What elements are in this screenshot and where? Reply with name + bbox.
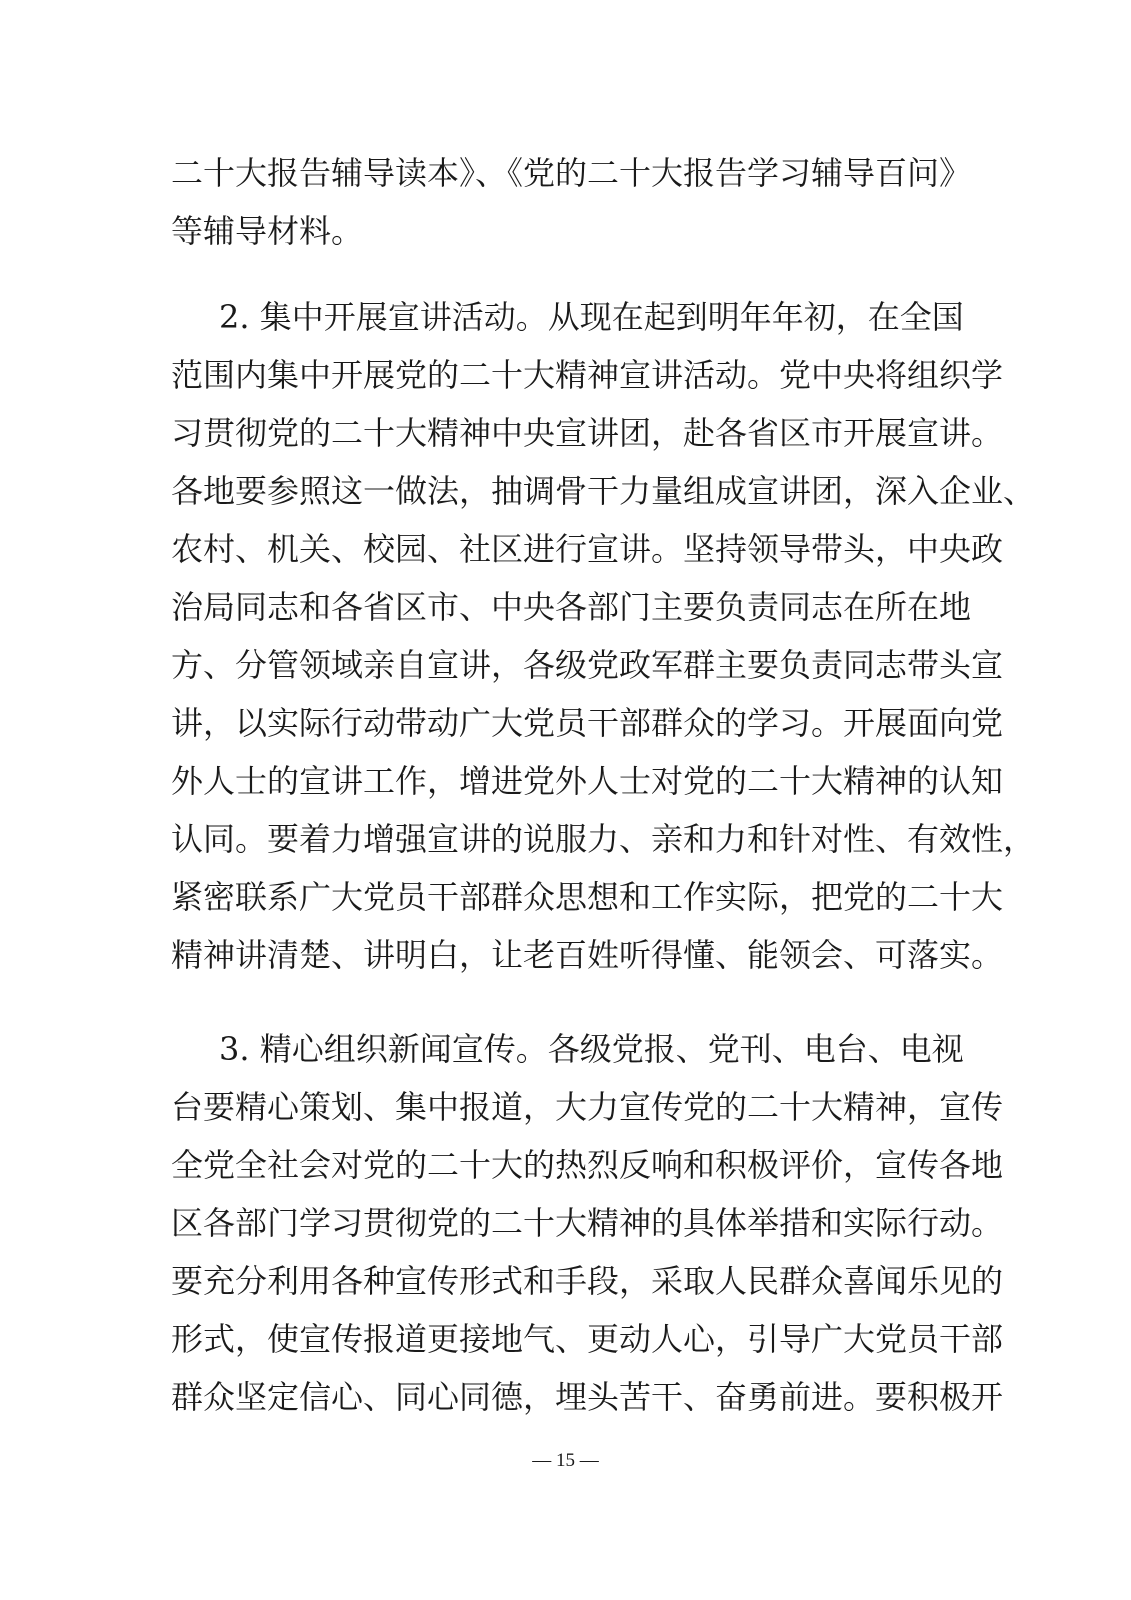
text-line: 紧密联系广大党员干部群众思想和工作实际，把党的二十大 <box>171 878 1004 916</box>
page-number: — 15 — <box>532 1450 599 1471</box>
paragraph-item-3 <box>171 1020 1004 1426</box>
text-line: 农村、机关、校园、社区进行宣讲。坚持领导带头，中央政 <box>171 530 1004 568</box>
text-line: 外人士的宣讲工作，增进党外人士对党的二十大精神的认知 <box>171 762 1004 800</box>
paragraph-continuation <box>171 144 972 260</box>
text-line: 治局同志和各省区市、中央各部门主要负责同志在所在地 <box>171 588 972 626</box>
text-line: 讲，以实际行动带动广大党员干部群众的学习。开展面向党 <box>171 704 1004 742</box>
text-line: 区各部门学习贯彻党的二十大精神的具体举措和实际行动。 <box>171 1204 1004 1242</box>
text-line: 全党全社会对党的二十大的热烈反响和积极评价，宣传各地 <box>171 1146 1004 1184</box>
text-line: 习贯彻党的二十大精神中央宣讲团，赴各省区市开展宣讲。 <box>171 414 1004 452</box>
text-line: 各地要参照这一做法，抽调骨干力量组成宣讲团，深入企业、 <box>171 472 1036 510</box>
text-line: 台要精心策划、集中报道，大力宣传党的二十大精神，宣传 <box>171 1088 1004 1126</box>
text-line: 范围内集中开展党的二十大精神宣讲活动。党中央将组织学 <box>171 356 1004 394</box>
text-line: 2. 集中开展宣讲活动。从现在起到明年年初，在全国 <box>219 298 964 336</box>
text-line: 方、分管领域亲自宣讲，各级党政军群主要负责同志带头宣 <box>171 646 1004 684</box>
text-line: 3. 精心组织新闻宣传。各级党报、党刊、电台、电视 <box>219 1030 964 1068</box>
text-line: 等辅导材料。 <box>171 212 364 250</box>
text-line: 群众坚定信心、同心同德，埋头苦干、奋勇前进。要积极开 <box>171 1378 1004 1416</box>
text-line: 要充分利用各种宣传形式和手段，采取人民群众喜闻乐见的 <box>171 1262 1004 1300</box>
text-line: 形式，使宣传报道更接地气、更动人心，引导广大党员干部 <box>171 1320 1004 1358</box>
text-line: 二十大报告辅导读本》、《党的二十大报告学习辅导百问》 <box>171 154 972 192</box>
paragraph-item-2 <box>171 288 1036 984</box>
text-line: 认同。要着力增强宣讲的说服力、亲和力和针对性、有效性， <box>171 820 1036 858</box>
text-line: 精神讲清楚、讲明白，让老百姓听得懂、能领会、可落实。 <box>171 936 1004 974</box>
